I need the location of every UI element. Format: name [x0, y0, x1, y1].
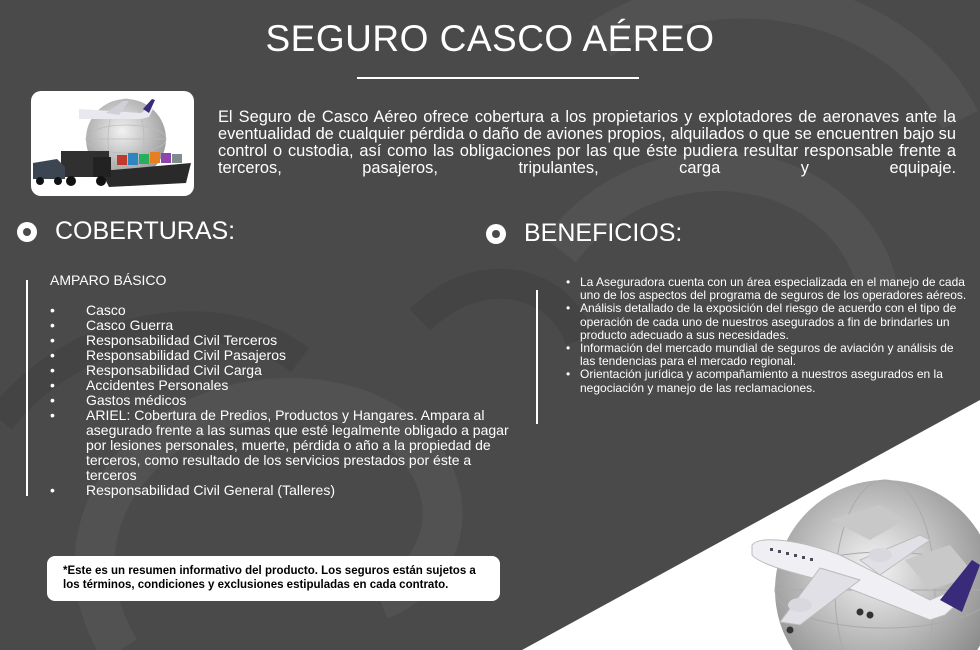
intro-paragraph: El Seguro de Casco Aéreo ofrece cobertura a los propietarios y explotadores de aeronaves ante la eventualidad de cualquier pérdida o daño de aviones propios, alquilados o que se encuentren bajo su control o custodia, así como las obligaciones por las que éste pudiera resultar responsable frente a terceros, pasajeros, tripulantes, carga y equipaje. — [218, 108, 956, 177]
list-item: • Accidentes Personales — [50, 378, 520, 393]
list-item: • Responsabilidad Civil Terceros — [50, 333, 520, 348]
list-item: • La Aseguradora cuenta con un área especializada en el manejo de cada uno de los aspectos del programa de seguros de los operadores aéreos. — [566, 276, 972, 302]
list-item: • Orientación jurídica y acompañamiento a nuestros asegurados en la negociación y manejo de las reclamaciones. — [566, 368, 972, 394]
list-item: • Análisis detallado de la exposición del riesgo de acuerdo con el tipo de operación de cada uno de nuestros asegurados a fin de brindarles un producto adecuado a sus necesidades. — [566, 302, 972, 342]
page-title: SEGURO CASCO AÉREO — [265, 18, 715, 59]
list-item: • Casco Guerra — [50, 318, 520, 333]
list-item: • Casco — [50, 303, 520, 318]
list-item: • Gastos médicos — [50, 393, 520, 408]
beneficios-heading-text: BENEFICIOS: — [524, 219, 683, 247]
list-item: • Información del mercado mundial de seguros de aviación y análisis de las tendencias para el mercado regional. — [566, 342, 972, 368]
list-item: • Responsabilidad Civil General (Talleres) — [50, 483, 520, 498]
list-item: • ARIEL: Cobertura de Predios, Productos y Hangares. Ampara al asegurado frente a las sumas que esté legalmente obligado a pagar por lesiones personales, muerte, pérdida o año a la propiedad de terceros, como resultado de los servicios prestados por éste a terceros — [50, 408, 520, 483]
list-item: • Responsabilidad Civil Carga — [50, 363, 520, 378]
list-item: • Responsabilidad Civil Pasajeros — [50, 348, 520, 363]
amparo-basico-label: AMPARO BÁSICO — [50, 272, 167, 288]
coberturas-heading-text: COBERTURAS: — [55, 217, 236, 245]
disclaimer-box: *Este es un resumen informativo del producto. Los seguros están sujetos a los términos, condiciones y exclusiones estipuladas en cada contrato. — [47, 556, 500, 601]
